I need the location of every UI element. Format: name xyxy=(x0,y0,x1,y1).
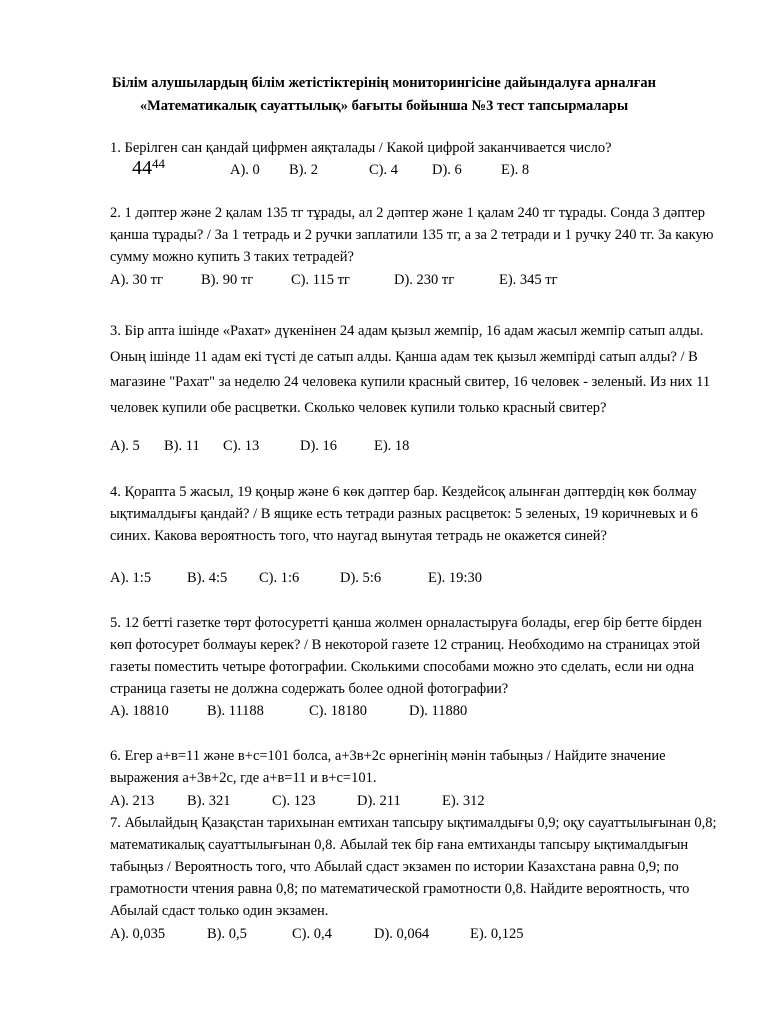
question-2 xyxy=(110,202,720,268)
answer-option: D). 16 xyxy=(300,438,338,454)
question-6-text: 6. Егер а+в=11 және в+с=101 болса, а+3в+2с өрнегінің мәнін табыңыз / Найдите значение выражения а+3в+2с, где а+в=11 и в+с=101. xyxy=(110,748,666,786)
question-7 xyxy=(110,812,720,922)
answer-option: A). 5 xyxy=(110,438,140,454)
answer-option: B). 4:5 xyxy=(187,570,228,586)
answer-option: D). 211 xyxy=(357,793,401,809)
answer-option: C). 1:6 xyxy=(259,570,300,586)
answer-option: D). 0,064 xyxy=(374,926,430,942)
answer-option: B). 2 xyxy=(289,162,318,178)
question-2-text: 2. 1 дәптер және 2 қалам 135 тг тұрады, ал 2 дәптер және 1 қалам 240 тг тұрады. Сонда 3 дәптер қанша тұрады? / За 1 тетрадь и 2 ручки заплатили 135 тг, а за 2 тетради и 1 ручку 240 тг. За какую сумму можно купить 3 таких тетрадей? xyxy=(110,205,714,265)
answer-option: B). 11188 xyxy=(207,703,264,719)
answer-option: A). 18810 xyxy=(110,703,169,719)
answer-option: A). 30 тг xyxy=(110,272,163,288)
answer-option: B). 11 xyxy=(164,438,200,454)
answer-option: D). 6 xyxy=(432,162,462,178)
answer-option: A). 0 xyxy=(230,162,260,178)
question-6 xyxy=(110,745,720,789)
answer-option: B). 0,5 xyxy=(207,926,247,942)
question-5-text: 5. 12 бетті газетке төрт фотосуретті қанша жолмен орналастыруға болады, егер бір бетте бірден көп фотосурет болмауы керек? / В некоторой газете 12 страниц. Необходимо на страницах этой газеты поместить четыре фотографии. Сколькими способами можно это сделать, если ни одна страница газеты не должна содержать более одной фотографии? xyxy=(110,615,702,697)
power-base: 44 xyxy=(132,157,152,179)
answer-option: C). 123 xyxy=(272,793,316,809)
answer-option: D). 5:6 xyxy=(340,570,382,586)
power-exponent: 44 xyxy=(152,156,165,171)
title-line-2: «Математикалық сауаттылық» бағыты бойынша №3 тест тапсырмалары xyxy=(139,98,629,114)
answer-option: A). 213 xyxy=(110,793,155,809)
answer-option: E). 0,125 xyxy=(470,926,524,942)
question-1-text: 1. Берілген сан қандай цифрмен аяқталады / Какой цифрой заканчивается число? xyxy=(110,140,612,156)
question-4 xyxy=(110,481,720,547)
answer-option: B). 321 xyxy=(187,793,231,809)
answer-option: E). 18 xyxy=(374,438,410,454)
answer-option: C). 115 тг xyxy=(291,272,350,288)
answer-option: C). 13 xyxy=(223,438,260,454)
document-title xyxy=(40,72,728,118)
answer-option: C). 18180 xyxy=(309,703,367,719)
answer-option: A). 0,035 xyxy=(110,926,166,942)
answer-option: E). 19:30 xyxy=(428,570,482,586)
answer-option: E). 8 xyxy=(501,162,530,178)
answer-option: C). 0,4 xyxy=(292,926,332,942)
title-line-1: Білім алушылардың білім жетістіктерінің мониторингісіне дайындалуға арналған xyxy=(112,75,656,91)
answer-option: D). 230 тг xyxy=(394,272,455,288)
answer-option: E). 312 xyxy=(442,793,485,809)
question-3-text: 3. Бір апта ішінде «Рахат» дүкенінен 24 адам қызыл жемпір, 16 адам жасыл жемпір сатып алды. Оның ішінде 11 адам екі түсті де сатып алды. Қанша адам тек қызыл жемпірді сатып алды? / В магазине "Рахат" за неделю 24 человека купили красный свитер, 16 человек - зеленый. Из них 11 человек купили обе расцветки. Сколько человек купили только красный свитер? xyxy=(110,323,711,416)
question-1-power-expression xyxy=(132,155,165,181)
answer-option: D). 11880 xyxy=(409,703,468,719)
answer-option: E). 345 тг xyxy=(499,272,558,288)
answer-option: B). 90 тг xyxy=(201,272,254,288)
answer-option: C). 4 xyxy=(369,162,398,178)
answer-option: A). 1:5 xyxy=(110,570,152,586)
question-5 xyxy=(110,612,720,700)
question-4-text: 4. Қорапта 5 жасыл, 19 қоңыр және 6 көк дәптер бар. Кездейсоқ алынған дәптердің көк болмау ықтималдығы қандай? / В ящике есть тетради разных расцветок: 5 зеленых, 19 коричневых и 6 синих. Какова вероятность того, что наугад вынутая тетрадь не окажется синей? xyxy=(110,484,698,544)
question-1 xyxy=(110,137,720,159)
question-3 xyxy=(110,319,720,421)
question-7-text: 7. Абылайдың Қазақстан тарихынан емтихан тапсыру ықтималдығы 0,9; оқу сауаттылығынан 0,8; математикалық сауаттылығынан 0,8. Абылай тек бір ғана емтиханды тапсыру ықтималдығын табыңыз / Вероятность того, что Абылай сдаст экзамен по истории Казахстана равна 0,9; по грамотности чтения равна 0,8; по математической грамотности 0,8. Найдите вероятность, что Абылай сдаст только один экзамен. xyxy=(110,815,717,919)
